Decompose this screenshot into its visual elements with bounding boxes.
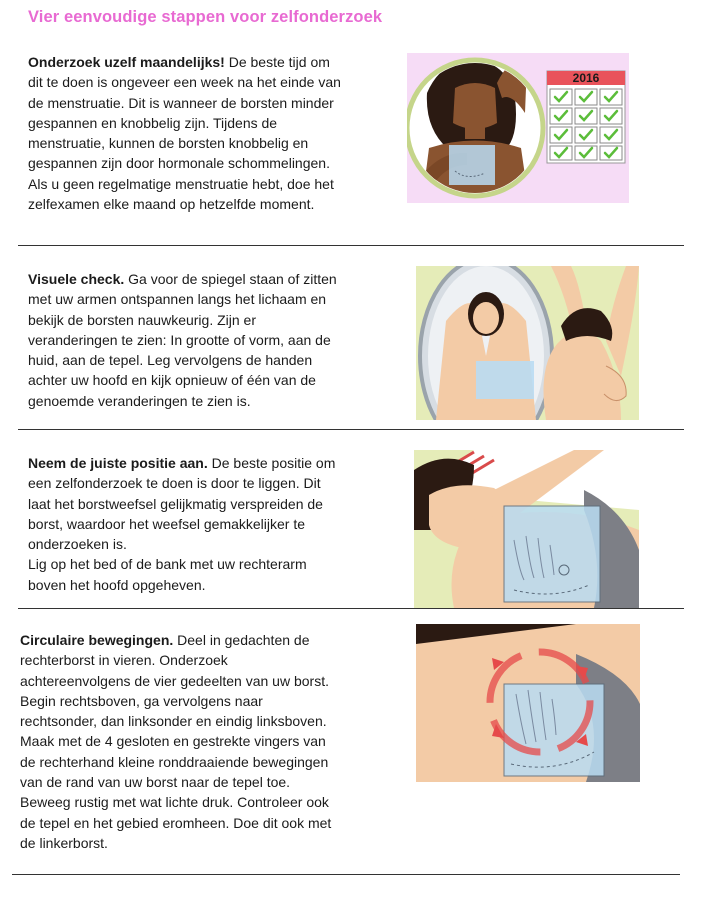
step-4-heading: Circulaire bewegingen. (20, 632, 174, 648)
step-2-heading: Visuele check. (28, 271, 125, 287)
step-1-text (28, 52, 346, 214)
step-3-illustration (414, 450, 639, 608)
page-title: Vier eenvoudige stappen voor zelfonderzoek (28, 8, 383, 26)
step-2-text (28, 269, 346, 411)
divider (18, 429, 684, 430)
step-1-body: De beste tijd om dit te doen is ongeveer een week na het einde van de menstruatie. Dit is wanneer de borsten minder gespannen en knobbelig zijn. Tijdens de menstruatie, kunnen de borsten knobbelig en gespannen zijn door hormonale schommelingen. Als u geen regelmatige menstruatie hebt, doe het zelfexamen elke maand op hetzelfde moment. (28, 54, 341, 213)
step-2-body: Ga voor de spiegel staan of zitten met uw armen ontspannen langs het lichaam en bekijk de borsten nauwkeurig. Zijn er veranderingen te zien: In grootte of vorm, aan de huid, aan de tepel. Leg vervolgens de handen achter uw hoofd en kijk opnieuw of één van de genoemde veranderingen te zien is. (28, 271, 337, 409)
step-3-heading: Neem de juiste positie aan. (28, 455, 208, 471)
step-1-heading: Onderzoek uzelf maandelijks! (28, 54, 225, 70)
divider (12, 874, 680, 875)
step-4-text (20, 630, 340, 853)
divider (18, 608, 684, 609)
step-3-body: De beste positie om een zelfonderzoek te doen is door te liggen. Dit laat het borstweefsel gelijkmatig verspreiden de borst, waardoor het weefsel gemakkelijker te onderzoeken is. Lig op het bed of de bank met uw rechterarm boven het hoofd opgeheven. (28, 455, 336, 593)
step-4-illustration (416, 624, 640, 782)
calendar-year: 2016 (572, 71, 600, 85)
step-1-illustration (407, 53, 629, 203)
divider (18, 245, 684, 246)
step-2-illustration (416, 266, 639, 420)
step-4-body: Deel in gedachten de rechterborst in vieren. Onderzoek achtereenvolgens de vier gedeelten van uw borst. Begin rechtsboven, ga vervolgens naar rechtsonder, dan linksonder en eindig linksboven. Maak met de 4 gesloten en gestrekte vingers van de rechterhand kleine ronddraaiende bewegingen van de rand van uw borst naar de tepel toe. Beweeg rustig met wat lichte druk. Controleer ook de tepel en het gebied eromheen. Doe dit ook met de linkerborst. (20, 632, 332, 851)
step-3-text (28, 453, 346, 595)
